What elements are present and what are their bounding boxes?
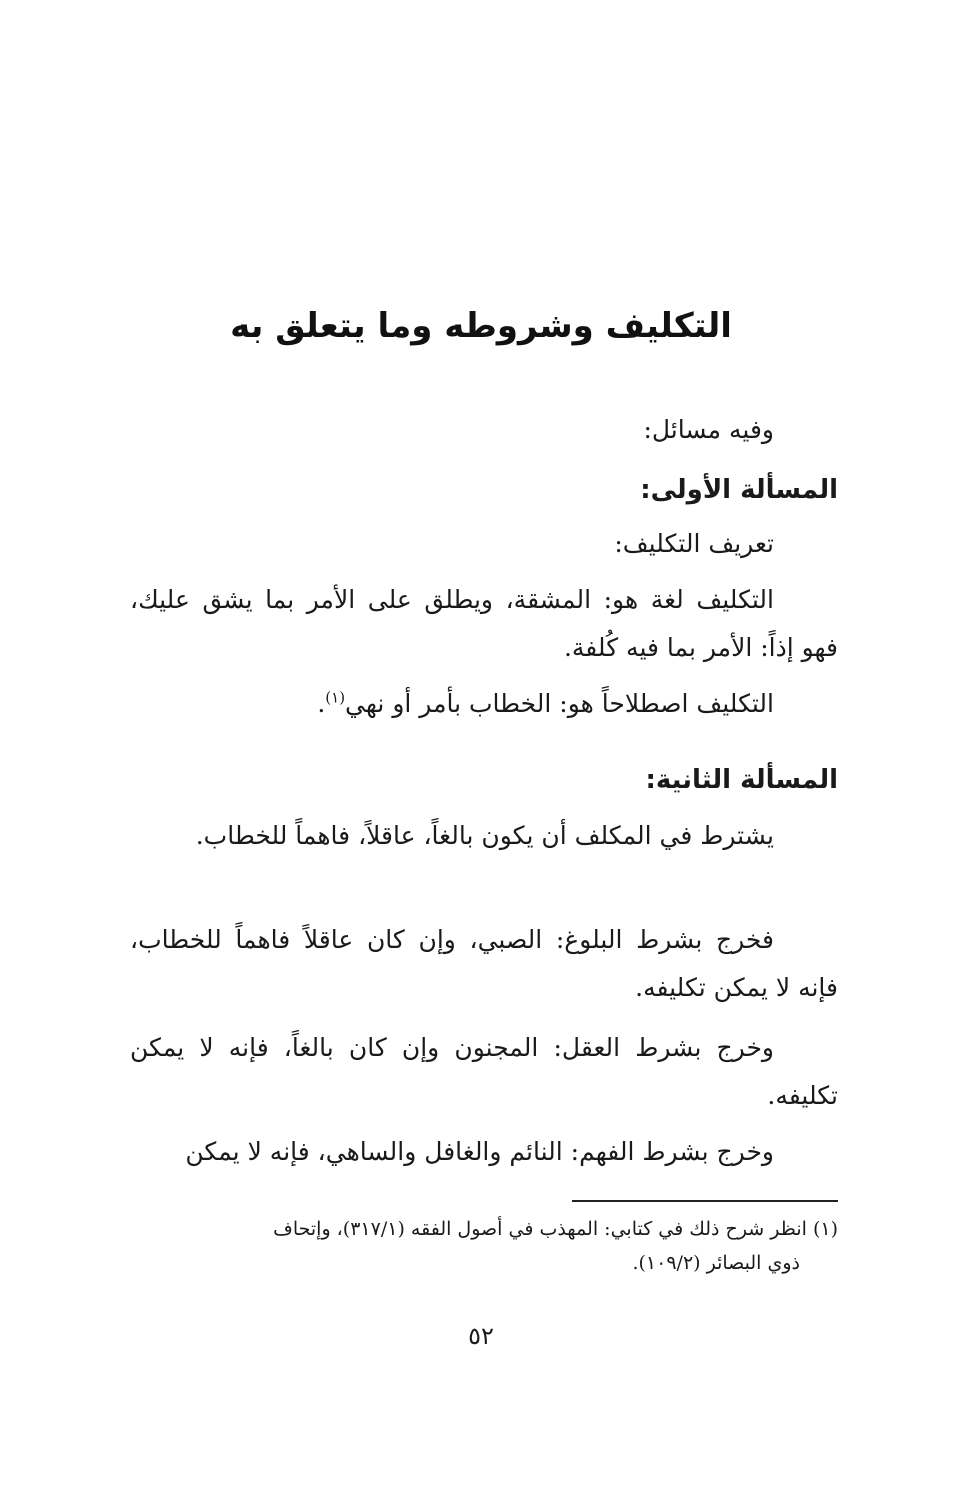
section1-paragraph-1: التكليف لغة هو: المشقة، ويطلق على الأمر بما يشق عليك، فهو إذاً: الأمر بما فيه كُلفة. — [130, 585, 838, 662]
chapter-title: التكليف وشروطه وما يتعلق به — [230, 306, 732, 346]
page-number: ٥٢ — [468, 1322, 494, 1350]
section2-paragraph-4: وخرج بشرط الفهم: النائم والغافل والساهي، فإنه لا يمكن — [185, 1137, 774, 1166]
section2-paragraph-3: وخرج بشرط العقل: المجنون وإن كان بالغاً، فإنه لا يمكن تكليفه. — [130, 1033, 838, 1110]
section1-paragraph-2 — [130, 680, 838, 728]
footnote — [130, 1212, 838, 1280]
section2-heading: المسألة الثانية: — [645, 765, 838, 795]
footnote-line-1: (١) انظر شرح ذلك في كتابي: المهذب في أصول الفقه (٣١٧/١)، وإتحاف — [273, 1218, 838, 1240]
section1-paragraph-2-end: . — [317, 689, 326, 718]
section1-heading: المسألة الأولى: — [640, 475, 838, 505]
section1-subheading: تعريف التكليف: — [614, 529, 774, 558]
section1-paragraph-2-text: التكليف اصطلاحاً هو: الخطاب بأمر أو نهي — [345, 689, 774, 718]
section2-paragraph-2: فخرج بشرط البلوغ: الصبي، وإن كان عاقلاً فاهماً للخطاب، فإنه لا يمكن تكليفه. — [130, 925, 838, 1002]
footnote-divider — [572, 1200, 838, 1202]
intro-text: وفيه مسائل: — [643, 415, 774, 444]
footnote-reference: (١) — [325, 688, 346, 707]
section2-paragraph-1: يشترط في المكلف أن يكون بالغاً، عاقلاً، فاهماً للخطاب. — [195, 821, 774, 850]
footnote-line-2: ذوي البصائر (١٠٩/٢). — [632, 1252, 800, 1274]
